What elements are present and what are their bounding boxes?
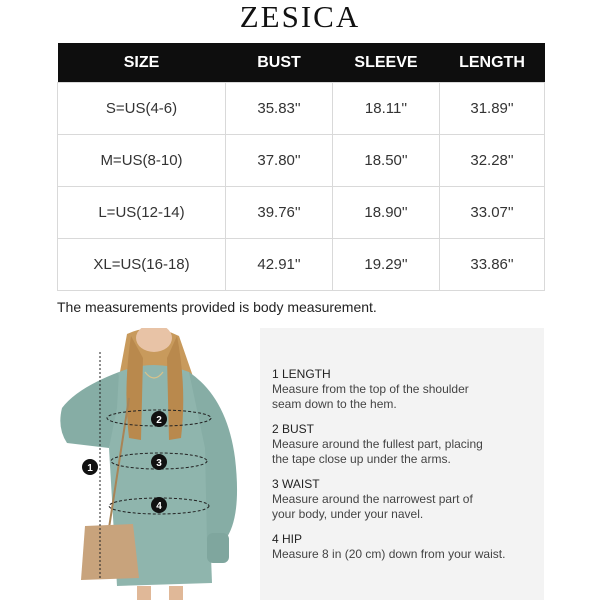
- size-cell: M=US(8-10): [58, 135, 226, 187]
- measure-bust: [272, 422, 542, 467]
- measure-desc-line: Measure 8 in (20 cm) down from your waist.: [272, 547, 506, 561]
- measure-title: 2 BUST: [272, 422, 315, 436]
- sleeve-cell: 18.11'': [333, 83, 440, 135]
- measure-desc-line: Measure from the top of the shoulder: [272, 382, 469, 396]
- size-cell: L=US(12-14): [58, 187, 226, 239]
- brand-logo: ZESICA: [239, 0, 361, 34]
- header-sleeve: SLEEVE: [333, 43, 440, 83]
- measurement-guide-panel: [260, 328, 544, 600]
- table-row: [58, 135, 545, 187]
- length-cell: 31.89'': [440, 83, 545, 135]
- bust-cell: 42.91'': [226, 239, 333, 291]
- table-row: [58, 83, 545, 135]
- header-bust: BUST: [226, 43, 333, 83]
- measurement-note: The measurements provided is body measurement.: [57, 299, 377, 315]
- measure-desc-line: Measure around the fullest part, placing: [272, 437, 483, 451]
- measure-waist: [272, 477, 542, 522]
- model-photo: [57, 328, 247, 600]
- measure-title: 1 LENGTH: [272, 367, 331, 381]
- marker-2-label: 2: [156, 415, 162, 426]
- size-cell: XL=US(16-18): [58, 239, 226, 291]
- sleeve-cell: 19.29'': [333, 239, 440, 291]
- header-size: SIZE: [58, 43, 226, 83]
- handbag-shape: [81, 524, 139, 580]
- size-cell: S=US(4-6): [58, 83, 226, 135]
- model-illustration: [57, 328, 247, 600]
- measure-title: 3 WAIST: [272, 477, 320, 491]
- size-chart-table: [57, 43, 545, 291]
- table-row: [58, 239, 545, 291]
- sleeve-cuff: [207, 533, 229, 563]
- bust-cell: 37.80'': [226, 135, 333, 187]
- measure-desc-line: Measure around the narrowest part of: [272, 492, 473, 506]
- measure-desc-line: your body, under your navel.: [272, 507, 424, 521]
- length-cell: 33.07'': [440, 187, 545, 239]
- marker-3-label: 3: [156, 458, 162, 469]
- measure-hip: [272, 532, 542, 562]
- leg-shape: [137, 586, 151, 600]
- bust-cell: 39.76'': [226, 187, 333, 239]
- length-cell: 33.86'': [440, 239, 545, 291]
- measure-desc-line: seam down to the hem.: [272, 397, 397, 411]
- table-row: [58, 187, 545, 239]
- length-cell: 32.28'': [440, 135, 545, 187]
- table-header-row: [58, 43, 545, 83]
- measure-title: 4 HIP: [272, 532, 303, 546]
- sleeve-cell: 18.90'': [333, 187, 440, 239]
- left-sleeve-shape: [60, 372, 119, 448]
- bust-cell: 35.83'': [226, 83, 333, 135]
- measure-desc-line: the tape close up under the arms.: [272, 452, 451, 466]
- marker-4-label: 4: [156, 501, 162, 512]
- marker-1-label: 1: [87, 463, 93, 474]
- leg-shape: [169, 586, 183, 600]
- header-length: LENGTH: [440, 43, 545, 83]
- sleeve-cell: 18.50'': [333, 135, 440, 187]
- measure-length: [272, 367, 542, 412]
